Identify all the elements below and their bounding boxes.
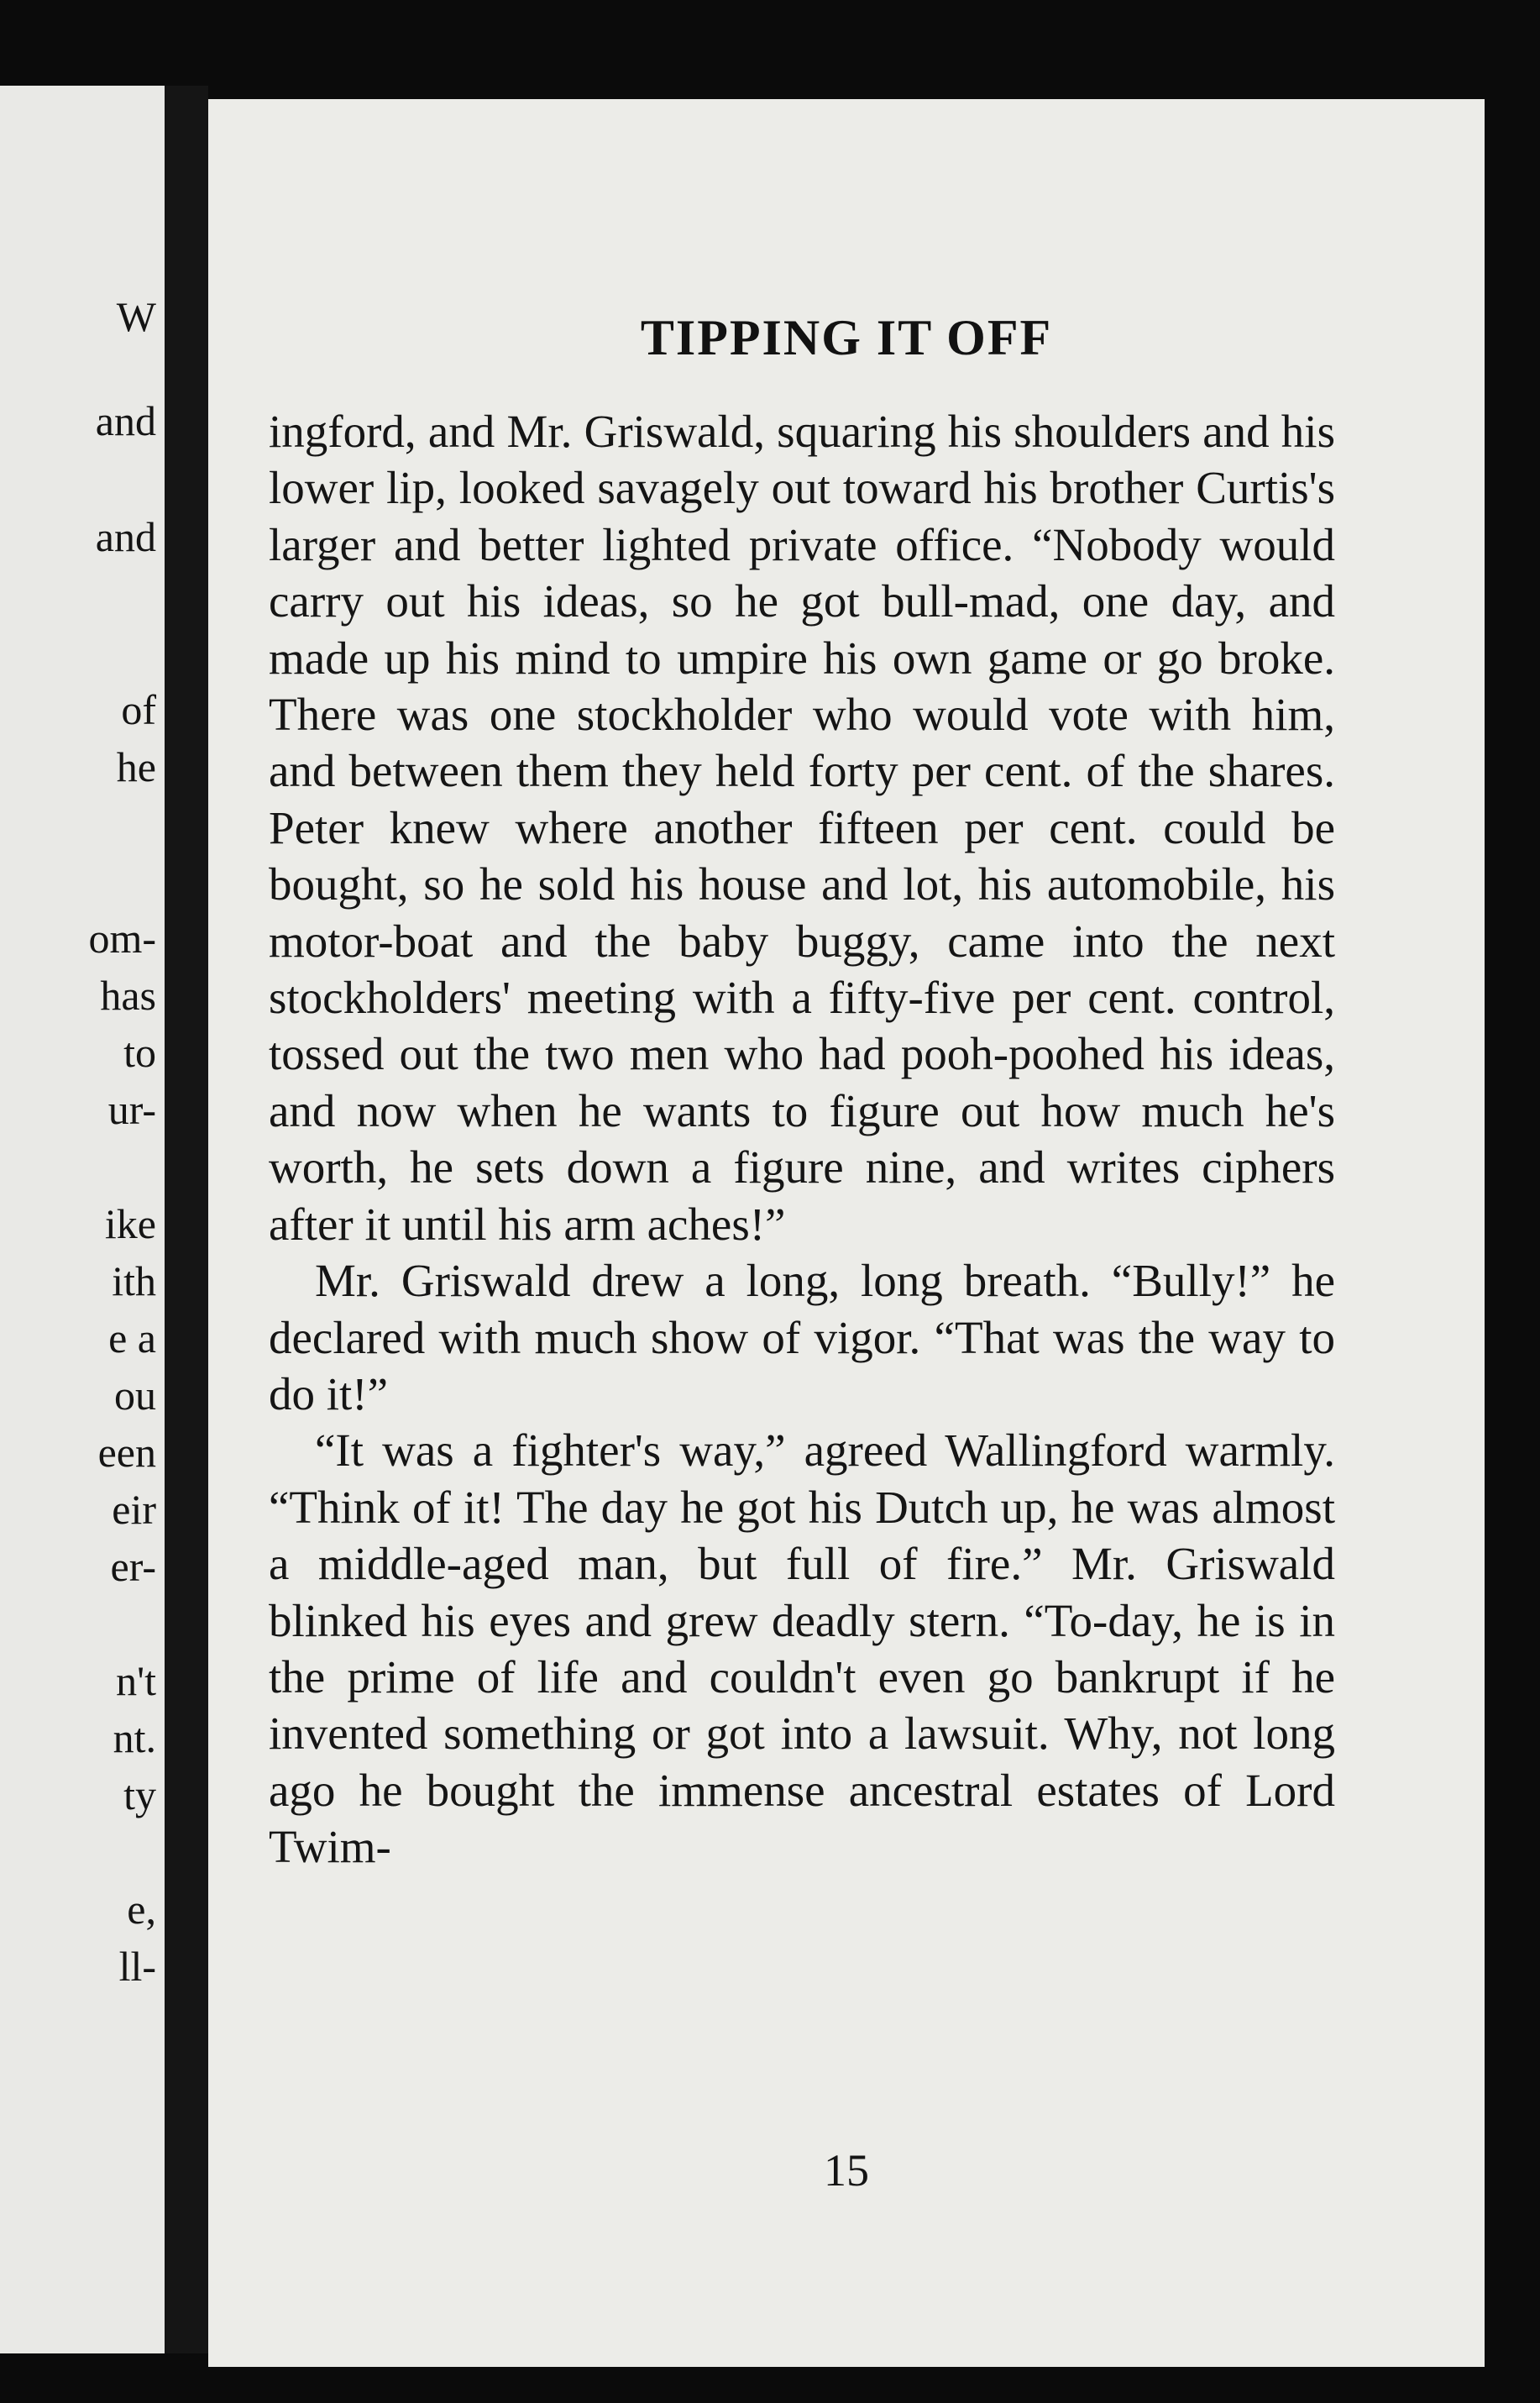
- paragraph: Mr. Griswald drew a long, long breath. “Bully!” he declared with much show of vigor. “That was the way to do it!”: [269, 1255, 1335, 1419]
- left-text-fragment: ll-: [118, 1943, 156, 1990]
- paragraph: ingford, and Mr. Griswald, squaring his shoulders and his lower lip, looked savagely out toward his brother Curtis's larger and better lighted private office. “Nobody would carry out his ideas, so he got bull-mad, one day, and made up his mind to umpire his own game or go broke. There was one stockholder who would vote with him, and between them they held forty per cent. of the shares. Peter knew where another fifteen per cent. could be bought, so he sold his house and lot, his automobile, his motor-boat and the baby buggy, came into the next stockholders' meeting with a fifty-five per cent. control, tossed out the two men who had pooh-poohed his ideas, and now when he wants to figure out how much he's worth, he sets down a figure nine, and writes ciphers after it until his arm aches!”: [269, 406, 1335, 1250]
- left-text-fragment: om-: [88, 915, 156, 962]
- left-text-fragment: ou: [114, 1372, 156, 1419]
- left-text-fragment: ike: [104, 1200, 156, 1247]
- left-text-fragment: ith: [112, 1257, 156, 1304]
- left-text-fragment: has: [100, 972, 156, 1019]
- previous-page-fragment: [0, 86, 165, 2353]
- paragraph: “It was a fighter's way,” agreed Wallingford warmly. “Think of it! The day he got his Dutch up, he was almost a middle-aged man, but full of fire.” Mr. Griswald blinked his eyes and grew deadly stern. “To-day, he is in the prime of life and couldn't even go bankrupt if he invented something or got into a lawsuit. Why, not long ago he bought the immense ancestral estates of Lord Twim-: [269, 1424, 1335, 1873]
- left-text-fragment: ur-: [107, 1086, 156, 1133]
- left-text-fragment: er-: [110, 1543, 156, 1590]
- running-head: TIPPING IT OFF: [640, 310, 1053, 365]
- left-text-fragment: nt.: [113, 1714, 156, 1761]
- left-text-fragment: and: [95, 513, 156, 560]
- left-text-fragment: e,: [127, 1886, 156, 1933]
- left-text-fragment: eir: [112, 1486, 156, 1533]
- left-text-fragment: of: [121, 686, 156, 733]
- left-text-fragment: to: [123, 1029, 156, 1076]
- left-text-fragment: and: [95, 397, 156, 444]
- left-text-fragment: W: [116, 293, 156, 340]
- book-spine: [165, 86, 208, 2353]
- left-text-fragment: he: [116, 743, 156, 790]
- page-number: 15: [824, 2145, 869, 2196]
- page-body: [269, 403, 1335, 1876]
- left-text-fragment: e a: [108, 1314, 156, 1362]
- left-text-fragment: een: [97, 1429, 156, 1476]
- book-page: [208, 99, 1485, 2367]
- left-text-fragment: n't: [116, 1657, 156, 1704]
- left-text-fragment: ty: [123, 1771, 156, 1818]
